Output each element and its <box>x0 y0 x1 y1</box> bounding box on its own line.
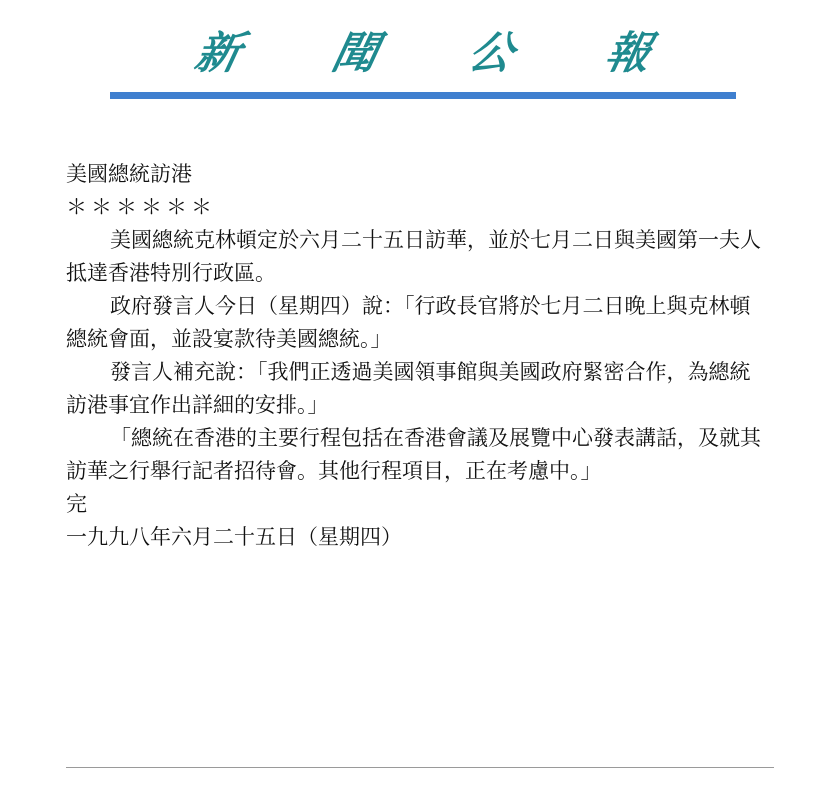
paragraph: 發言人補充說：「我們正透過美國領事館與美國政府緊密合作，為總統訪港事宜作出詳細的安排。」 <box>66 360 751 417</box>
masthead-char: 報 <box>600 28 656 79</box>
end-mark: 完 <box>66 492 87 516</box>
release-date: 一九九八年六月二十五日（星期四） <box>66 525 402 549</box>
masthead-title <box>110 24 736 84</box>
paragraph: 政府發言人今日（星期四）說：「行政長官將於七月二日晚上與克林頓總統會面，並設宴款待美國總統。」 <box>66 294 751 351</box>
masthead <box>110 16 736 100</box>
headline: 美國總統訪港 <box>66 162 192 186</box>
masthead-char: 公 <box>463 28 519 79</box>
paragraph: 美國總統克林頓定於六月二十五日訪華，並於七月二日與美國第一夫人抵達香港特別行政區。 <box>66 228 761 285</box>
masthead-rule <box>110 92 736 99</box>
masthead-char: 聞 <box>327 28 383 79</box>
press-release-body <box>66 158 766 554</box>
masthead-char: 新 <box>190 28 246 79</box>
paragraph: 「總統在香港的主要行程包括在香港會議及展覽中心發表講話，及就其訪華之行舉行記者招待會。其他行程項目，正在考慮中。」 <box>66 426 761 483</box>
bottom-rule <box>66 767 774 768</box>
separator: ＊＊＊＊＊＊ <box>66 195 216 219</box>
